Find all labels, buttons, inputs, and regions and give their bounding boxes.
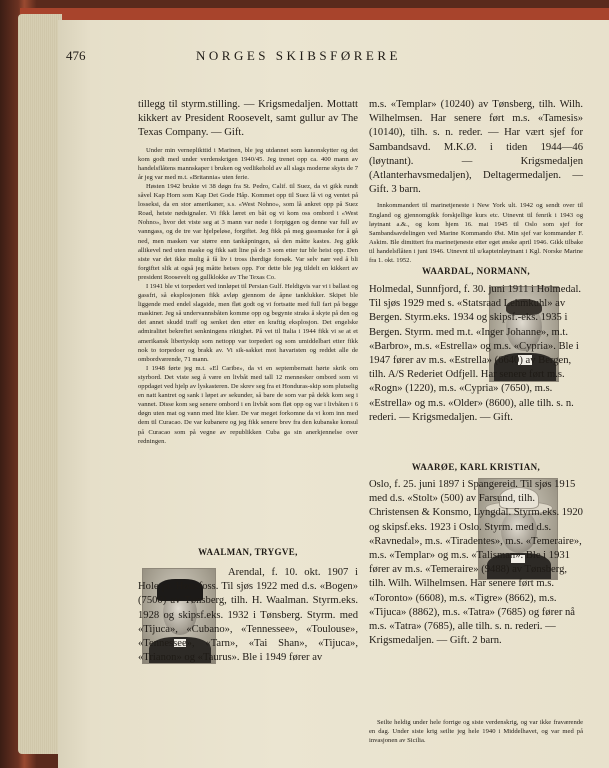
right-column (369, 98, 583, 265)
running-title: NORGES SKIBSFØRERE (196, 48, 401, 63)
body-paragraph: Høsten 1942 brukte vi 38 døgn fra St. Pedro, Calif. til Suez, da vi gikk rundt såvel Kap Horn som Kap Det Gode Håp. Kommet opp til Suez lå vi og ventet på losseksi, da en stor amerikaner, s.s. «West Nohno», som lå ankret opp på Suez Road, heiste nødsignaler. Vi fikk læret en båt og vi kom oss ombord i «West Nohno», hvor det viste seg at 3 mann var nede i forpiggen og denne var full av vanngass, og de tre var hjelpeløse, forgiftet. Jeg fikk på meg gassmaske for å gå ned, men masken var større enn tankåpningen, så den måtte kastes. Jeg gikk allikevel ned uten maske og fikk satt line på de 3 som etter tur ble heist opp. Den siste var det ikke mulig å få liv i tross iherdige forsøk. Var selv nær ved å bli forgiftet slik at også jeg måtte heises opp. For dette ble jeg tildelt en kikkert av president Roosevelt og gullklokke av The Texas Co. (138, 182, 358, 281)
waardal-heading: WAARDAL, NORMANN, (421, 266, 531, 276)
page-number: 476 (66, 48, 86, 63)
waaroe-heading: WAARØE, KARL KRISTIAN, (411, 462, 541, 472)
left-column (138, 98, 358, 446)
page-header (66, 48, 586, 68)
body-paragraph: I 1948 førte jeg m.t. «El Caribe», da vi en septembernatt hørte skrik om styrbord. Det viste seg å være en livbåt med tall 12 mennesker ombord som vi oppdaget ved hjelp av lyskasteren. De skrev seg fra et Honduras-skip som plutselig en natt kantret og sank i løpet av sekunder, så bare de som var på dekk kom seg i vannet. Disse kom seg senere ombord i en livbåt som fløt opp og var i livbåten i 6 døgn uten mat og vann med lite klær. De var meget forkomne da vi kom inn med dem til Curacao. De var kubanere og jeg fikk senere brev fra den kubanske konsul på Curacao som på vegne av republikken Cuba ga sin anerkjennelse over redningen. (138, 364, 358, 445)
page-stack-edge (18, 14, 62, 754)
waaroe-text: Oslo, f. 25. juni 1897 i Spangereid. Til sjøs 1915 med d.s. «Stolt» (500) av Farsund, tilh. Christensen & Konsmo, Lyngdal. Styrm.eks. 1920 og skipsf.eks. 1923 i Oslo. Styrm. med d.s. «Ravnedal», m.s. «Tiradentes», m.s. «Temeraire», m.s. «Templar» og m.s. «Talisman». Ble i 1931 fører av m.s. «Temeraire» (9488) av Tønsberg, tilh. Wilh. Wilhelmsen. Har senere ført m.s. «Toronto» (6608), m.s. «Tigre» (8662), m.s. «Tijuca» (8862), m.s. «Tatra» (7685) og fører nå m.s. «Tatra» (7685), alle tilh. s. n. rederi. — Krigsmedaljen. — Gift. 2 barn. (369, 479, 583, 647)
body-paragraph: I 1941 ble vi torpedert ved innløpet til Persian Gulf. Heldigvis var vi i ballast og gassfri, så eksplosjonen fikk avløp gjennom de åpne tanklukker. Skipet ble liggende med endel slagside, men fløt godt og vi fortsatte med full fart på begge maskiner. Jeg så undervannsbåten komme opp og begynte straks å skyte på den og det annet skudd traff og senket den etter en kraftig eksplosjon. Det engelske admiralitet bekreftet senkningens riktighet. På vei til Italia i 1944 fikk vi se at et amerikansk libertyskip som nettopp var torpedert og som umiddelbart etter fikk nok to torpedoer og brakk av. Vi sik-sakket mot havaristen og reddet alle de ombordværende, 71 mann. (138, 283, 358, 363)
waaroe-note: Seilte heldig under hele forrige og siste verdenskrig, og var ikke fraværende en dag. Under siste krig seilte jeg hele 1940 i Middelhavet, og var med på invasjonen av Sicilia. (369, 719, 583, 745)
waalman-heading: WAALMAN, TRYGVE, (198, 547, 298, 557)
body-paragraph: Under min verneplikttid i Marinen, ble jeg utdannet som kanonskytter og det kom godt med under verdenskrigen 1940/45. Jeg trenet opp ca. 400 mann av handelsflåtens mannskaper i bruken og vedlikehold av all slags moderne skyts de 7 år jeg var med m.t. «Britannia» uten ferie. (138, 146, 358, 181)
waalman-text: Arendal, f. 10. okt. 1907 i Hole pr. Hønefoss. Til sjøs 1922 med d.s. «Bogen» (7500) av Tønsberg, tilh. H. Waalman. Styrm.eks. 1928 og skipsf.eks. 1932 i Tønsberg. Styrm. med «Tijuca», «Cubano», «Tennessee», «Toulouse», «Tennessee», «Tarn», «Tai Shan», «Tijuca», «Trianon» og «Taurus». Ble i 1949 fører av (138, 567, 358, 664)
intro-paragraph: tillegg til styrm.stilling. — Krigsmedaljen. Mottatt kikkert av President Roosevelt, samt gullur av The Texas Company. — Gift. (138, 99, 358, 139)
service-note: Innkommandert til marinetjeneste i New York ult. 1942 og sendt over til England og gjennomgikk forskjellige kurs etc. Utnevnt til fenrik i 1943 og løytnant a.&., og kom hjem 16. mai 1945 til Oslo som sjef for Sambandsavdelingen ved Marine Kommando Øst. Min sjef var kommandør F. Askim. Ble dimittert fra marinetjeneste etter eget ønske april 1946. Gikk tilbake til handelsflåten i juni 1946. Utnevnt til u/kapteinløytnant i Kgl. Norske Marine fra 1. okt. 1952. (369, 202, 583, 264)
continuation-paragraph: m.s. «Templar» (10240) av Tønsberg, tilh. Wilh. Wilhelmsen. Har senere ført m.s. «Tamesis» (10140), tilh. s. n. reder. — Har vært sjef for Sambandsavd. M.K.Ø. i tiden 1944—46 (løytnant). — Krigsmedaljen (Atlanterhavsmedaljen), Deltagermedaljen. — Gift. 3 barn. (369, 99, 583, 196)
waardal-text: Holmedal, Sunnfjord, f. 30. juni 1911 i Holmedal. Til sjøs 1929 med s. «Statsraad Lehmkuhl» av Bergen. Styrm.eks. 1934 og skipsf.-eks. 1935 i Bergen. Styrm. med m.t. «Inger Johanne», m.t. «Barbro», m.s. «Estrella» og m.s. «Cypria». Ble i 1947 fører av m.s. «Estrella» (6640) av Bergen, tilh. A/S Rederiet Odfjell. Har senere ført m.s. «Rogn» (1220), m.s. «Cypria» (7650), m.s. «Estrella» og m.s. «Older» (8600), alle tilh. s. n. rederi. — Krigsmedaljen. — Gift. (369, 284, 582, 423)
